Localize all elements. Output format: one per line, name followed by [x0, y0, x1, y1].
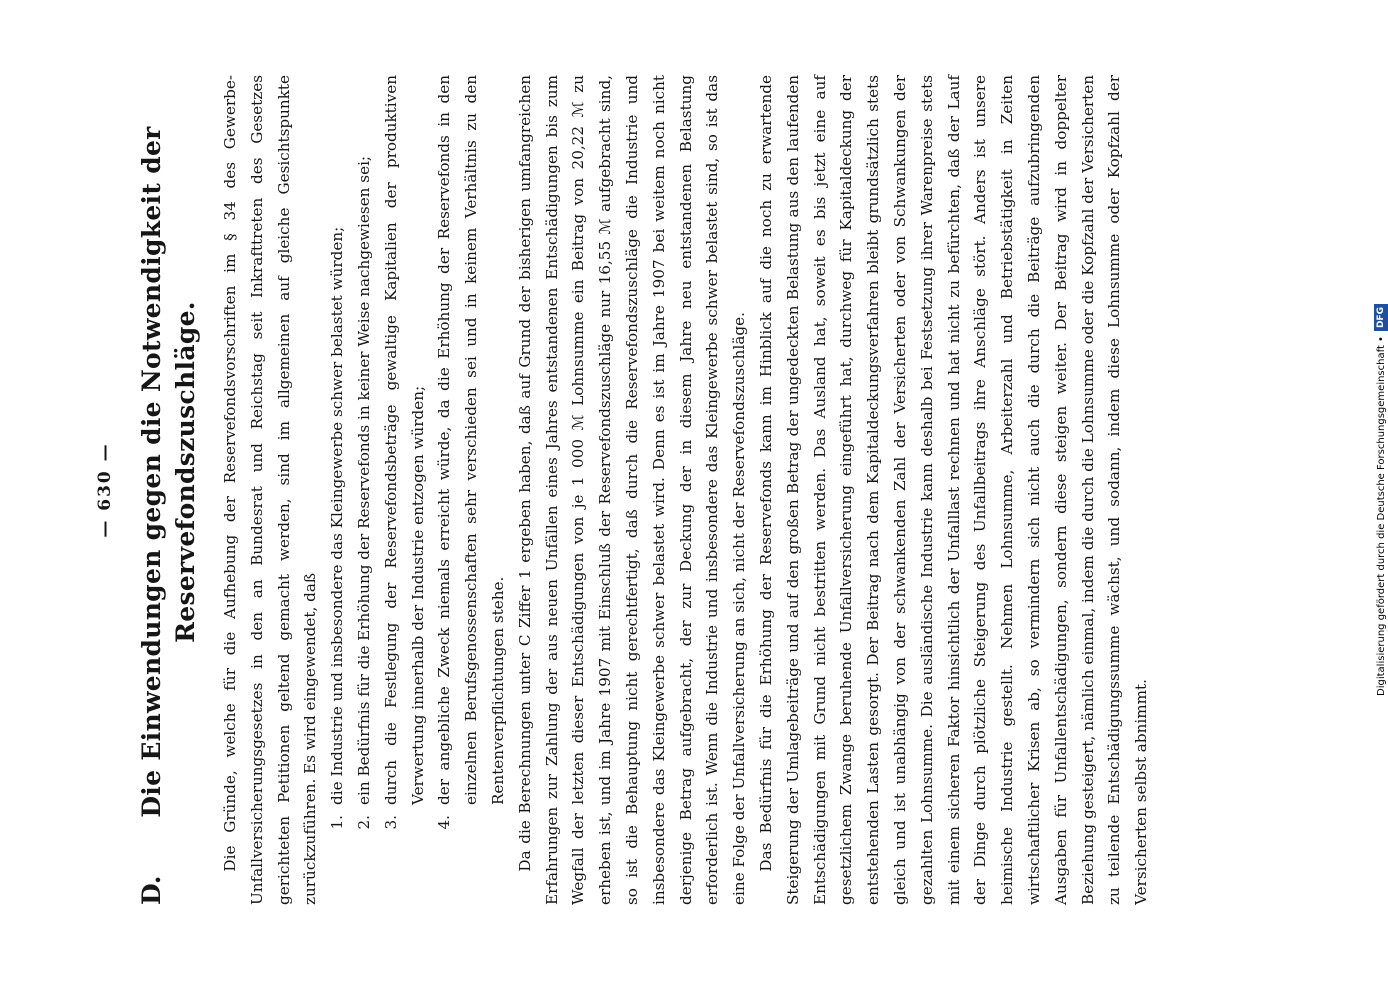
- credit-text: Digitalisierung gefördert durch die Deutsche Forschungsgemeinschaft •: [1375, 336, 1387, 696]
- section-heading: [135, 75, 203, 905]
- list-item-text: die Industrie und insbesondere das Kleingewerbe schwer belastet würden;: [328, 226, 347, 805]
- section-letter: D.: [137, 875, 166, 905]
- body-paragraph: Da die Berechnungen unter C Ziffer 1 ergeben haben, daß auf Grund der bisherigen umfangreichen Erfahrungen zur Zahlung der aus neuen Unfällen eines Jahres entstandenen Entschädigungen bis zum Wegfall der letzten dieser Entschädigungen von je 1 000 ℳ Lohnsumme ein Beitrag von 20,22 ℳ zu erheben ist, und im Jahre 1907 mit Einschluß der Reservefondszuschläge nur 16,55 ℳ aufgebracht sind, so ist die Behauptung nicht gerechtfertigt, daß durch die Reservefondszuschläge die Industrie und insbesondere das Kleingewerbe schwer belastet wird. Denn es ist im Jahre 1907 bei weitem noch nicht derjenige Betrag aufgebracht, der zur Deckung der in diesem Jahre neu entstandenen Belastung erforderlich ist. Wenn die Industrie und insbesondere das Kleingewerbe schwer belastet sind, so ist das eine Folge der Unfallversicherung an sich, nicht der Reservefondszuschläge.: [515, 75, 749, 905]
- page-number: — 630 —: [95, 442, 115, 538]
- list-item-number: 2.: [354, 815, 373, 830]
- intro-paragraph: Die Gründe, welche für die Aufhebung der Reservefondsvorschriften im § 34 des Gewerbe-Unfallversicherungsgesetzes in den an Bundesrat und Reichstag seit Inkrafttreten des Gesetzes gerichteten Petitionen geltend gemacht werden, sind im allgemeinen auf gleiche Gesichtspunkte zurückzuführen. Es wird eingewendet, daß: [221, 75, 320, 905]
- list-item-text: durch die Festlegung der Reservefondsbeträge gewaltige Kapitalien der produktiven Verwertung innerhalb der Industrie entzogen würden;: [381, 75, 427, 805]
- body-paragraph: Das Bedürfnis für die Erhöhung der Reservefonds kann im Hinblick auf die noch zu erwartende Steigerung der Umlagebeiträge und auf den großen Betrag der ungedeckten Belastung aus den laufenden Entschädigungen mit Grund nicht bestritten werden. Das Ausland hat, soweit es bis jetzt eine auf gesetzlichem Zwange beruhende Unfallversicherung eingeführt hat, durchweg für Kapitaldeckung der entstehenden Lasten gesorgt. Der Beitrag nach dem Kapitaldeckungsverfahren bleibt grundsätzlich stets gleich und ist unabhängig von der schwankenden Zahl der Versicherten oder von Schwankungen der gezahlten Lohnsumme. Die ausländische Industrie kann deshalb bei Festsetzung ihrer Warenpreise stets mit einem sicheren Faktor hinsichtlich der Unfalllast rechnen und hat nicht zu befürchten, daß der Lauf der Dinge durch plötzliche Steigerung des Unfallbeitrags ihre Anschläge stört. Anders ist unsere heimische Industrie gestellt. Nehmen Lohnsumme, Arbeiterzahl und Betriebstätigkeit in Zeiten wirtschaftlicher Krisen ab, so vermindern sich nicht auch die durch die Beiträge aufzubringenden Ausgaben für Unfallentschädigungen, sondern diese steigen weiter. Der Beitrag wird in doppelter Beziehung gesteigert, nämlich einmal, indem die durch die Lohnsumme oder die Kopfzahl der Versicherten zu teilende Entschädigungssumme wächst, und sodann, indem diese Lohnsumme oder Kopfzahl der Versicherten selbst abnimmt.: [756, 75, 1151, 905]
- scanned-page: [95, 75, 1245, 905]
- list-item-text: ein Bedürfnis für die Erhöhung der Reservefonds in keiner Weise nachgewiesen sei;: [354, 155, 373, 805]
- dfg-logo: DFG: [1374, 304, 1388, 331]
- list-item-number: 4.: [435, 815, 454, 830]
- list-item-text: der angebliche Zweck niemals erreicht würde, da die Erhöhung der Reservefonds in den einzelnen Berufsgenossenschaften sehr verschieden sei und in keinem Verhältnis zu den Rentenverpflichtungen stehe.: [435, 75, 507, 805]
- list-item: [378, 75, 432, 905]
- list-item: [351, 75, 378, 905]
- list-item-number: 1.: [328, 815, 347, 830]
- list-item: [324, 75, 351, 905]
- list-item-number: 3.: [381, 815, 400, 830]
- digitization-credit: [1374, 5, 1388, 995]
- section-title: Die Einwendungen gegen die Notwendigkeit der Reservefondszuschläge.: [137, 126, 200, 818]
- list-item: [431, 75, 511, 905]
- objections-list: [324, 75, 512, 905]
